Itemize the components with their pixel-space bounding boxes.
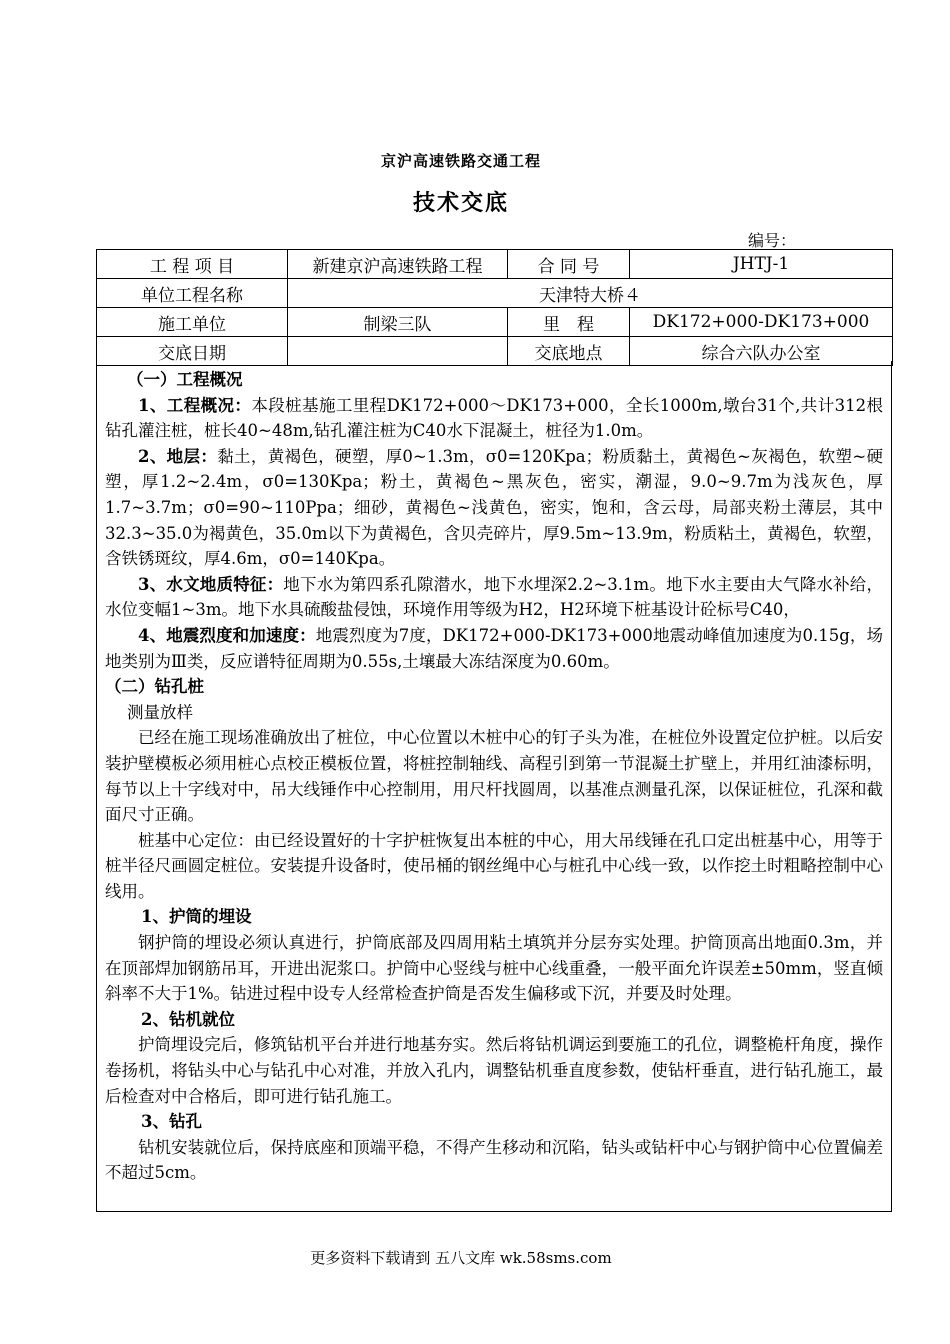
- paragraph-label: 3、水文地质特征：: [138, 574, 284, 594]
- paragraph-survey-2: 桩基中心定位：由已经设置好的十字护桩恢复出本桩的中心，用大吊线锤在孔口定出桩基中心，用等于桩半径尺画圆定桩位。安装提升设备时，使吊桶的钢丝绳中心与桩孔中心线一致，以作挖土时粗略控制中心线用。: [105, 830, 883, 901]
- section-title-bored-pile: （二）钻孔桩: [105, 677, 204, 697]
- mileage-value: DK172+000-DK173+000: [630, 308, 893, 337]
- unit-project-label: 单位工程名称: [97, 279, 288, 308]
- paragraph-label: 2、地层：: [138, 446, 218, 466]
- subsection-title-drilling: 3、钻孔: [141, 1112, 202, 1132]
- project-title: 京沪高速铁路交通工程: [380, 152, 541, 170]
- footer-text: 更多资料下载请到 五八文库 wk.58sms.com: [310, 1249, 612, 1267]
- briefing-date-label: 交底日期: [97, 337, 288, 366]
- construction-unit-value: 制梁三队: [288, 308, 508, 337]
- section-title-overview: （一）工程概况: [127, 370, 243, 389]
- subsection-title-survey: 测量放样: [127, 702, 193, 722]
- briefing-location-value: 综合六队办公室: [630, 337, 893, 366]
- paragraph-drilling: 钻机安装就位后，保持底座和顶端平稳，不得产生移动和沉陷，钻头或钻杆中心与钢护筒中心位置偏差不超过5cm。: [105, 1137, 883, 1183]
- paragraph-hydrogeology: [105, 572, 883, 623]
- subsection-title-rig-positioning: 2、钻机就位: [141, 1009, 235, 1029]
- paragraph-casing: 钢护筒的埋设必须认真进行，护筒底部及四周用粘土填筑并分层夯实处理。护筒顶高出地面0.3m，并在顶部焊加钢筋吊耳，开进出泥浆口。护筒中心竖线与桩中心线重叠，一般平面允许误差±50mm，竖直倾斜率不大于1%。钻进过程中设专人经常检查护筒是否发生偏移或下沉，并要及时处理。: [105, 933, 883, 1004]
- paragraph-rig-positioning: 护筒埋设完后，修筑钻机平台并进行地基夯实。然后将钻机调运到要施工的孔位，调整桅杆角度，操作卷扬机，将钻头中心与钻孔中心对准，并放入孔内，调整钻机垂直度参数，使钻杆垂直，进行钻孔施工，最后检查对中合格后，即可进行钻孔施工。: [105, 1035, 883, 1106]
- paragraph-text: 本段桩基施工里程DK172+000～DK173+000，全长1000m,墩台31个,共计312根钻孔灌注桩，桩长40~48m,钻孔灌注桩为C40水下混凝土，桩径为1.0m。: [105, 395, 883, 441]
- table-row: [97, 308, 893, 337]
- project-label: 工 程 项 目: [97, 250, 288, 279]
- table-row: [97, 250, 893, 279]
- paragraph-text: 黏土，黄褐色，硬塑，厚0~1.3m，σ0=120Kpa；粉质黏土，黄褐色~灰褐色，软塑~硬塑，厚1.2~2.4m，σ0=130Kpa；粉土，黄褐色~黑灰色，密实，潮湿，9.0~9.7m为浅灰色，厚1.7~3.7m；σ0=90~110Ppa；细砂，黄褐色~浅黄色，密实，饱和，含云母，局部夹粉土薄层，其中32.3~35.0为褐黄色，35.0m以下为黄褐色，含贝壳碎片，厚9.5m~13.9m，粉质粘土，黄褐色，软塑，含铁锈斑纹，厚4.6m，σ0=140Kpa。: [105, 446, 884, 569]
- paragraph-text: 地下水为第四系孔隙潜水，地下水埋深2.2~3.1m。地下水主要由大气降水补给，水位变幅1~3m。地下水具硫酸盐侵蚀，环境作用等级为H2，H2环境下桩基设计砼标号C40，: [105, 574, 883, 620]
- subsection-title-casing: 1、护筒的埋设: [141, 907, 252, 927]
- mileage-label: 里 程: [508, 308, 630, 337]
- document-number-label: 编号：: [748, 231, 797, 250]
- contract-value: JHTJ-1: [630, 250, 893, 279]
- unit-project-value: 天津特大桥４: [288, 279, 893, 308]
- document-title: 技术交底: [412, 190, 509, 216]
- project-value: 新建京沪高速铁路工程: [288, 250, 508, 279]
- paragraph-strata: [105, 444, 883, 572]
- table-row: [97, 279, 893, 308]
- briefing-location-label: 交底地点: [508, 337, 630, 366]
- paragraph-overview: [105, 393, 883, 444]
- paragraph-text: 地震烈度为7度，DK172+000-DK173+000地震动峰值加速度为0.15g，场地类别为Ⅲ类，反应谱特征周期为0.55s,土壤最大冻结深度为0.60m。: [105, 625, 884, 671]
- construction-unit-label: 施工单位: [97, 308, 288, 337]
- paragraph-label: 1、工程概况：: [138, 395, 252, 415]
- paragraph-label: 4、地震烈度和加速度：: [138, 625, 316, 645]
- contract-label: 合 同 号: [508, 250, 630, 279]
- paragraph-seismic: [105, 623, 883, 674]
- content-body: [96, 361, 892, 1212]
- info-table: [96, 249, 893, 366]
- paragraph-survey-1: 已经在施工现场准确放出了桩位，中心位置以木桩中心的钉子头为准，在桩位外设置定位护桩。以后安装护壁模板必须用桩心点校正模板位置，将桩控制轴线、高程引到第一节混凝土扩壁上，并用红油漆标明，每节以上十字线对中，吊大线锤作中心控制用，用尺杆找圆周，以基准点测量孔深，以保证桩位，孔深和截面尺寸正确。: [105, 728, 883, 825]
